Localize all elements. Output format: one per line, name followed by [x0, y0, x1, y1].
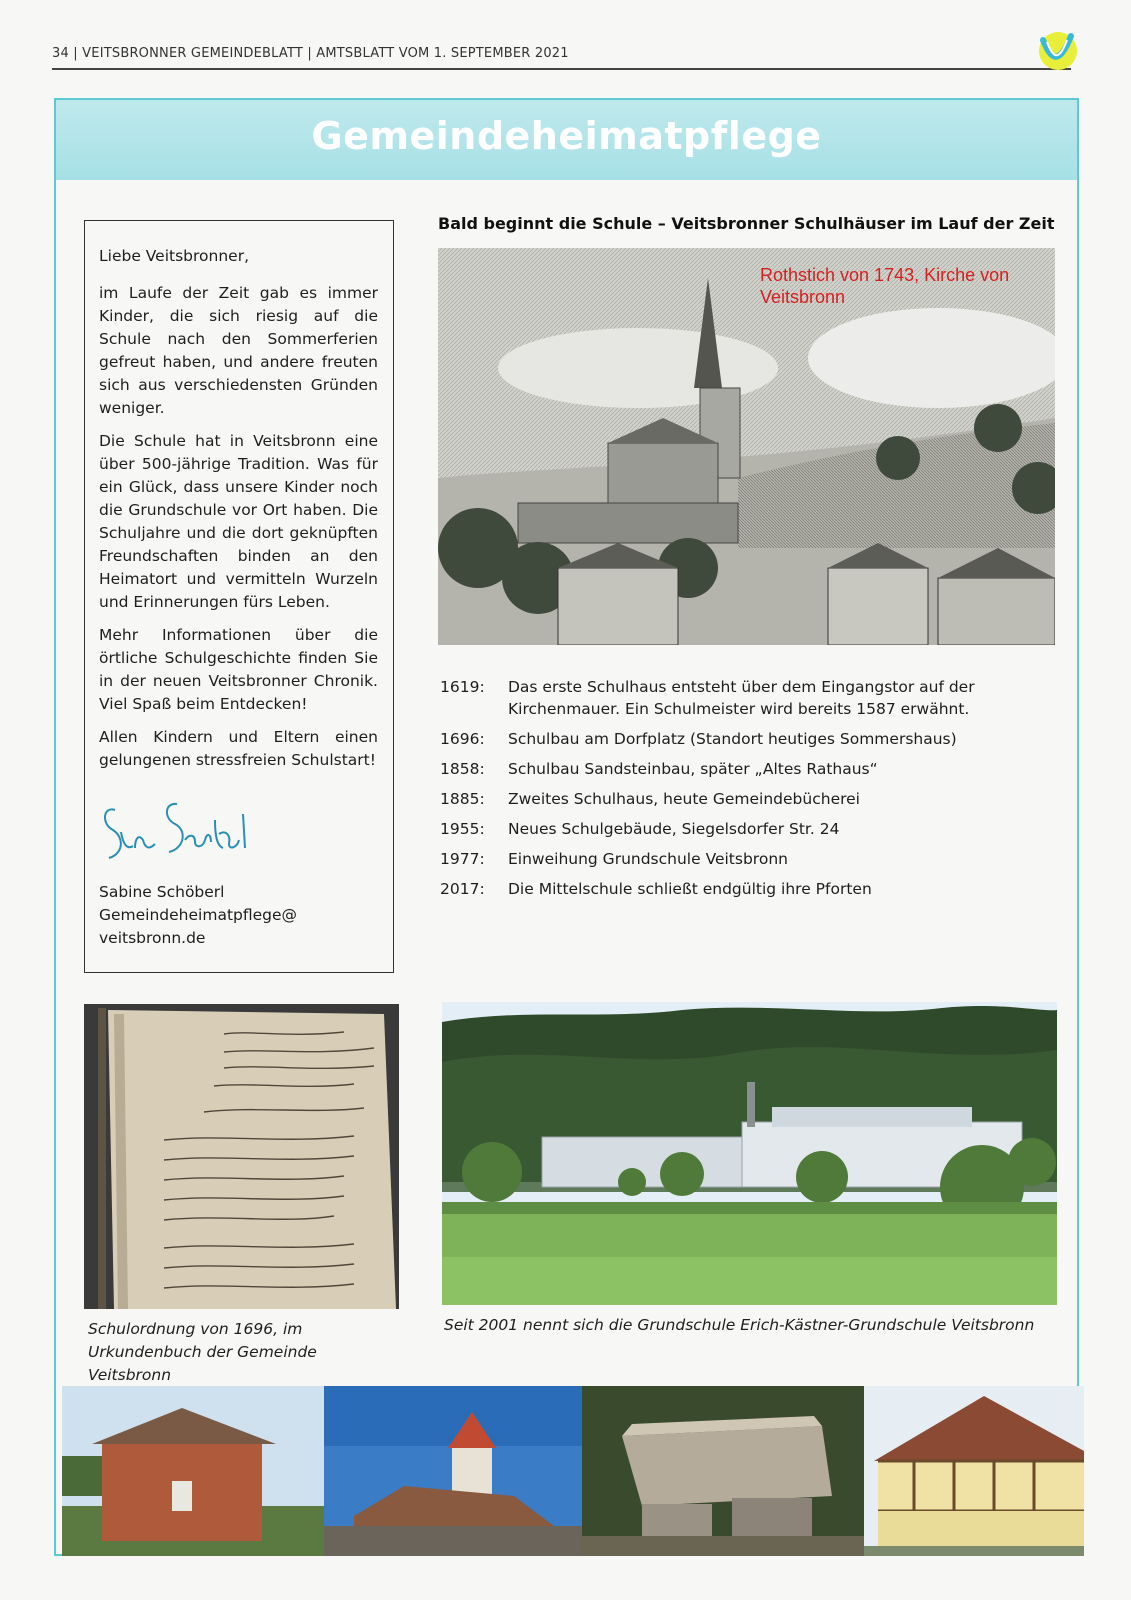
timeline-year: 1858: — [440, 760, 485, 778]
timber-house-photo — [864, 1386, 1084, 1556]
timeline-text: Zweites Schulhaus, heute Gemeindebücherei — [508, 790, 860, 808]
email-line-1[interactable]: Gemeindeheimatpflege@ — [99, 906, 298, 924]
timeline-year: 1977: — [440, 850, 485, 868]
timeline-year: 1955: — [440, 820, 485, 838]
timeline-year: 1696: — [440, 730, 485, 748]
timeline-list — [440, 676, 1060, 908]
stone-block-illustration — [582, 1386, 864, 1556]
timeline-text: Die Mittelschule schließt endgültig ihre Pforten — [508, 880, 872, 898]
engraving-caption: Rothstich von 1743, Kirche von Veitsbronn — [760, 265, 1010, 307]
timeline-text: Einweihung Grundschule Veitsbronn — [508, 850, 788, 868]
school-caption: Seit 2001 nennt sich die Grundschule Erich-Kästner-Grundschule Veitsbronn — [444, 1316, 1035, 1334]
timeline-item — [440, 848, 1060, 870]
section-banner — [56, 100, 1077, 180]
email-line-2[interactable]: veitsbronn.de — [99, 929, 206, 947]
timeline-text: Schulbau Sandsteinbau, später „Altes Rathaus“ — [508, 760, 878, 778]
timeline-year: 1885: — [440, 790, 485, 808]
church-tower-photo — [324, 1386, 582, 1556]
timber-house-illustration — [864, 1386, 1084, 1556]
header-rule — [52, 68, 1071, 70]
letter-paragraph: Mehr Informationen über die örtliche Schulgeschichte finden Sie in der neuen Veitsbronner Chronik. Viel Spaß beim Entdecken! — [99, 626, 378, 713]
timeline-item — [440, 788, 1060, 810]
timeline-item — [440, 818, 1060, 840]
letter-box — [84, 220, 394, 973]
letter-paragraph: Die Schule hat in Veitsbronn eine über 500-jährige Tradition. Was für ein Glück, dass unsere Kinder noch die Grundschule vor Ort haben. Die Schuljahre und die dort geknüpften Freundschaften binden an den Heimatort und vermitteln Wurzeln und Erinnerungen fürs Leben. — [99, 432, 378, 611]
school-illustration — [442, 1002, 1057, 1305]
church-tower-illustration — [324, 1386, 582, 1556]
banner-title: Gemeindeheimatpflege — [311, 114, 822, 158]
timeline-text: Neues Schulgebäude, Siegelsdorfer Str. 24 — [508, 820, 840, 838]
timeline-item — [440, 728, 1060, 750]
header-text: 34 | VEITSBRONNER GEMEINDEBLATT | AMTSBLATT VOM 1. SEPTEMBER 2021 — [52, 46, 569, 61]
letter-paragraph: im Laufe der Zeit gab es immer Kinder, die sich riesig auf die Schule nach den Sommerferien gefreut haben, und andere freuten sich aus verschiedensten Gründen weniger. — [99, 284, 378, 417]
stone-block-photo — [582, 1386, 864, 1556]
signature-name: Sabine Schöberl — [99, 883, 225, 901]
brick-house-illustration — [62, 1386, 324, 1556]
timeline-item — [440, 758, 1060, 780]
photo-strip — [62, 1386, 1084, 1556]
document-illustration — [84, 1004, 399, 1309]
timeline-year: 2017: — [440, 880, 485, 898]
handwritten-signature — [99, 790, 259, 870]
letter-greeting: Liebe Veitsbronner, — [99, 247, 250, 265]
letter-paragraph: Allen Kindern und Eltern einen gelungenen stressfreien Schulstart! — [99, 728, 378, 769]
engraving-image — [438, 248, 1055, 645]
veitsbronn-logo-icon — [1037, 30, 1079, 72]
timeline-text: Das erste Schulhaus entsteht über dem Eingangstor auf der Kirchenmauer. Ein Schulmeister wird bereits 1587 erwähnt. — [508, 678, 975, 718]
school-photo — [442, 1002, 1057, 1305]
historic-document-image — [84, 1004, 399, 1309]
timeline-year: 1619: — [440, 678, 485, 696]
timeline-text: Schulbau am Dorfplatz (Standort heutiges Sommershaus) — [508, 730, 957, 748]
brick-house-photo — [62, 1386, 324, 1556]
document-caption: Schulordnung von 1696, im Urkundenbuch der Gemeinde Veitsbronn — [88, 1320, 317, 1384]
timeline-item — [440, 878, 1060, 900]
timeline-item — [440, 676, 1060, 720]
section-heading: Bald beginnt die Schule – Veitsbronner Schulhäuser im Lauf der Zeit — [438, 214, 1055, 233]
